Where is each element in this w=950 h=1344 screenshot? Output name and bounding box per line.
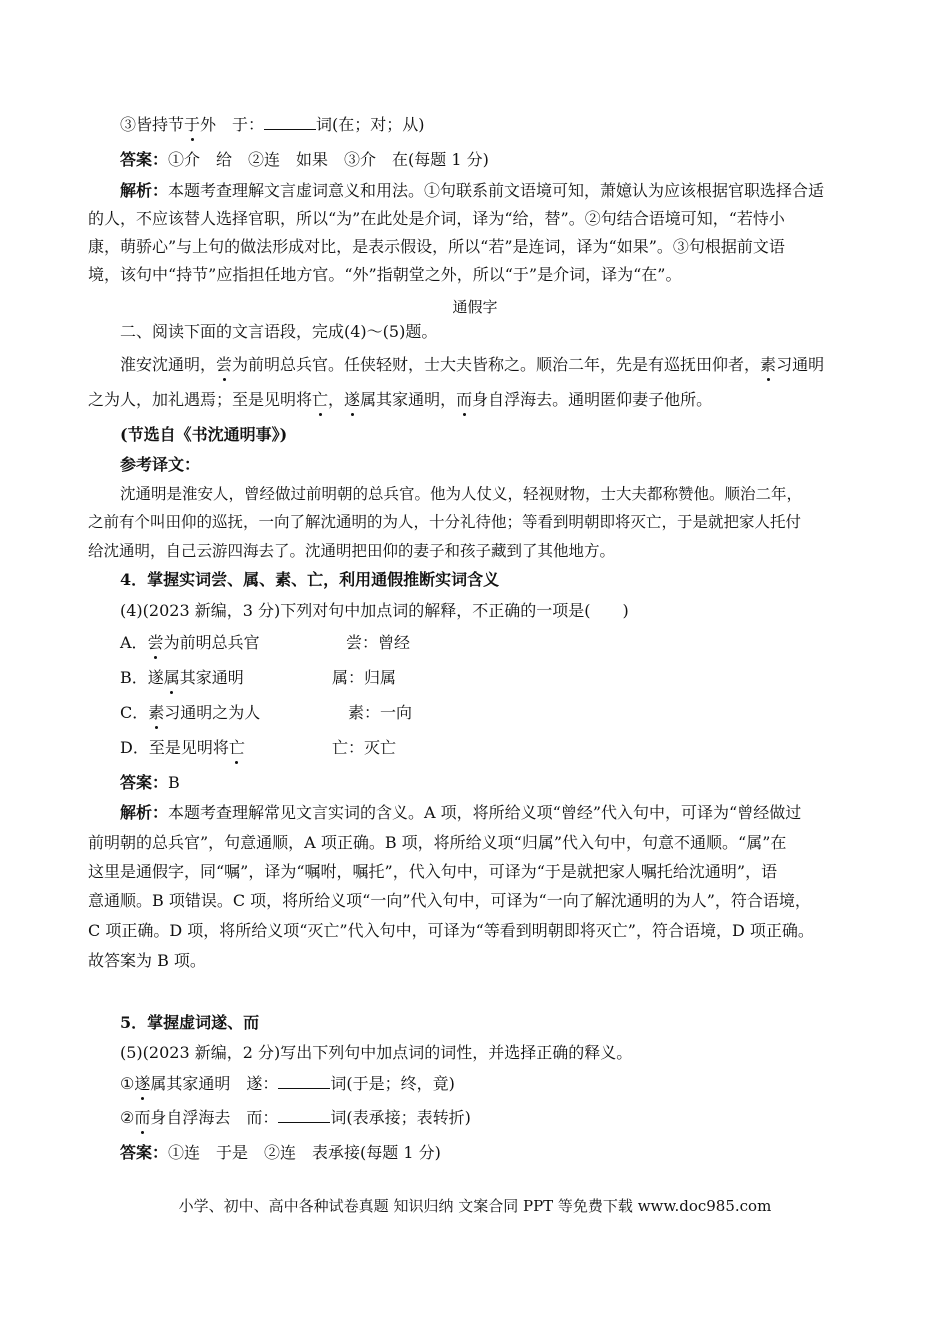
dotted-word: 遂 — [344, 390, 361, 409]
analysis-label: 解析： — [120, 181, 169, 200]
answer-text: ①连 于是 ②连 表承接(每题 1 分) — [168, 1143, 441, 1162]
analysis-1-line-1 — [120, 181, 900, 201]
q3-prefix: ③皆持节 — [120, 115, 185, 134]
passage-line-2 — [88, 390, 868, 410]
option-text: 习通明之为人 — [164, 703, 261, 722]
analysis-1-line-3: 康，萌骄心”与上句的做法形成对比，是表示假设，所以“若”是连词，译为“如果”。③句根据前文语 — [88, 237, 785, 256]
q3-options: 词(在；对；从) — [316, 115, 425, 134]
answer-label: 答案： — [120, 773, 169, 792]
analysis-1-line-2: 的人，不应该替人选择官职，所以“为”在此处是介词，译为“给，替”。②句结合语境可知，“若恃小 — [88, 209, 785, 228]
dotted-word: 尝 — [147, 633, 164, 652]
analysis-4-line-2: 前明朝的总兵官”，句意通顺，A 项正确。B 项，将所给义项“归属”代入句中，句意不通顺。“属”在 — [88, 833, 787, 852]
passage-source: (节选自《书沈通明事》) — [120, 425, 288, 444]
dotted-word: 遂 — [134, 1074, 151, 1093]
analysis-1-line-4: 境，该句中“持节”应指担任地方官。“外”指朝堂之外，所以“于”是介词，译为“在”。 — [88, 265, 682, 284]
question-5-1 — [120, 1074, 900, 1094]
option-gloss: 素：一向 — [348, 703, 413, 722]
passage-line-1 — [120, 355, 900, 375]
answer-1 — [120, 150, 900, 170]
option-a — [120, 633, 900, 653]
question-3 — [120, 115, 900, 135]
passage-text: ， — [328, 390, 345, 409]
passage-text: 属其家通明， — [360, 390, 457, 409]
dotted-word: 而 — [456, 390, 473, 409]
answer-text: B — [168, 773, 180, 792]
item-4-title: 4．掌握实词尝、属、素、亡，利用通假推断实词含义 — [120, 570, 500, 589]
question-5-2 — [120, 1108, 900, 1128]
option-letter: C． — [120, 703, 149, 722]
part-2-title: 二、阅读下面的文言语段，完成(4)～(5)题。 — [120, 322, 438, 341]
reference-translation-label: 参考译文： — [120, 455, 201, 474]
passage-text: 之为人，加礼遇焉；至是见明将 — [88, 390, 313, 409]
dotted-word: 属 — [163, 668, 180, 687]
dotted-word: 素 — [148, 703, 165, 722]
answer-4 — [120, 773, 900, 793]
question-text: 属其家通明 遂： — [150, 1074, 279, 1093]
passage-text: 习通明 — [776, 355, 825, 374]
analysis-4-line-4: 意通顺。B 项错误。C 项，将所给义项“一向”代入句中，可译为“一向了解沈通明的为人”，符合语境， — [88, 891, 811, 910]
option-gloss: 属：归属 — [332, 668, 397, 687]
answer-text: ①介 给 ②连 如果 ③介 在(每题 1 分) — [168, 150, 489, 169]
option-letter: B．遂 — [120, 668, 164, 687]
option-text: 为前明总兵官 — [163, 633, 260, 652]
answer-label: 答案： — [120, 1143, 169, 1162]
analysis-text: 本题考查理解文言虚词意义和用法。①句联系前文语境可知，萧嬑认为应该根据官职选择合适 — [168, 181, 825, 200]
item-4-question: (4)(2023 新编，3 分)下列对句中加点词的解释，不正确的一项是( ) — [120, 601, 629, 620]
item-5-title: 5．掌握虚词遂、而 — [120, 1013, 260, 1032]
translation-line-3: 给沈通明，自己云游四海去了。沈通明把田仰的妻子和孩子藏到了其他地方。 — [88, 542, 616, 560]
dotted-word: 亡 — [228, 738, 245, 757]
question-options: 词(于是；终，竟) — [330, 1074, 455, 1093]
section-title: 通假字 — [452, 298, 498, 316]
page-footer: 小学、初中、高中各种试卷真题 知识归纳 文案合同 PPT 等免费下载 www.doc985.com — [178, 1197, 772, 1215]
q3-middle: 外 于： — [200, 115, 265, 134]
option-letter: A． — [120, 633, 148, 652]
answer-blank — [278, 1108, 330, 1123]
answer-blank — [264, 115, 316, 130]
dotted-word: 而 — [134, 1108, 151, 1127]
analysis-4-line-6: 故答案为 B 项。 — [88, 951, 206, 970]
dotted-word: 亡 — [312, 390, 329, 409]
option-text: 其家通明 — [179, 668, 244, 687]
option-c — [120, 703, 900, 723]
analysis-4-line-5: C 项正确。D 项，将所给义项“灭亡”代入句中，可译为“等看到明朝即将灭亡”，符合语境，D 项正确。 — [88, 921, 814, 940]
option-gloss: 亡：灭亡 — [332, 738, 397, 757]
translation-line-2: 之前有个叫田仰的巡抚，一向了解沈通明的为人，十分礼待他；等看到明朝即将灭亡，于是就把家人托付 — [88, 513, 802, 531]
analysis-label: 解析： — [120, 803, 169, 822]
translation-line-1: 沈通明是淮安人，曾经做过前明朝的总兵官。他为人仗义，轻视财物，士大夫都称赞他。顺治二年， — [120, 485, 803, 503]
dotted-word: 尝 — [216, 355, 233, 374]
passage-text: 淮安沈通明， — [120, 355, 217, 374]
analysis-4-line-3: 这里是通假字，同“嘱”，译为“嘱咐，嘱托”，代入句中，可译为“于是就把家人嘱托给沈通明”，语 — [88, 862, 778, 881]
question-number: ① — [120, 1074, 135, 1093]
question-number: ② — [120, 1108, 135, 1127]
answer-label: 答案： — [120, 150, 169, 169]
analysis-text: 本题考查理解常见文言实词的含义。A 项，将所给义项“曾经”代入句中，可译为“曾经做过 — [168, 803, 802, 822]
option-d — [120, 738, 900, 758]
option-gloss: 尝：曾经 — [346, 633, 411, 652]
answer-blank — [278, 1074, 330, 1089]
dotted-word: 素 — [760, 355, 777, 374]
analysis-4-line-1 — [120, 803, 900, 823]
question-options: 词(表承接；表转折) — [330, 1108, 471, 1127]
passage-text: 身自浮海去。通明匿仰妻子他所。 — [472, 390, 713, 409]
passage-text: 为前明总兵官。任侠轻财，士大夫皆称之。顺治二年，先是有巡抚田仰者， — [232, 355, 761, 374]
dotted-word: 于 — [184, 115, 201, 134]
question-text: 身自浮海去 而： — [150, 1108, 279, 1127]
item-5-question: (5)(2023 新编，2 分)写出下列句中加点词的词性，并选择正确的释义。 — [120, 1043, 633, 1062]
option-letter: D．至是见明将 — [120, 738, 229, 757]
answer-5 — [120, 1143, 900, 1163]
option-b — [120, 668, 900, 688]
